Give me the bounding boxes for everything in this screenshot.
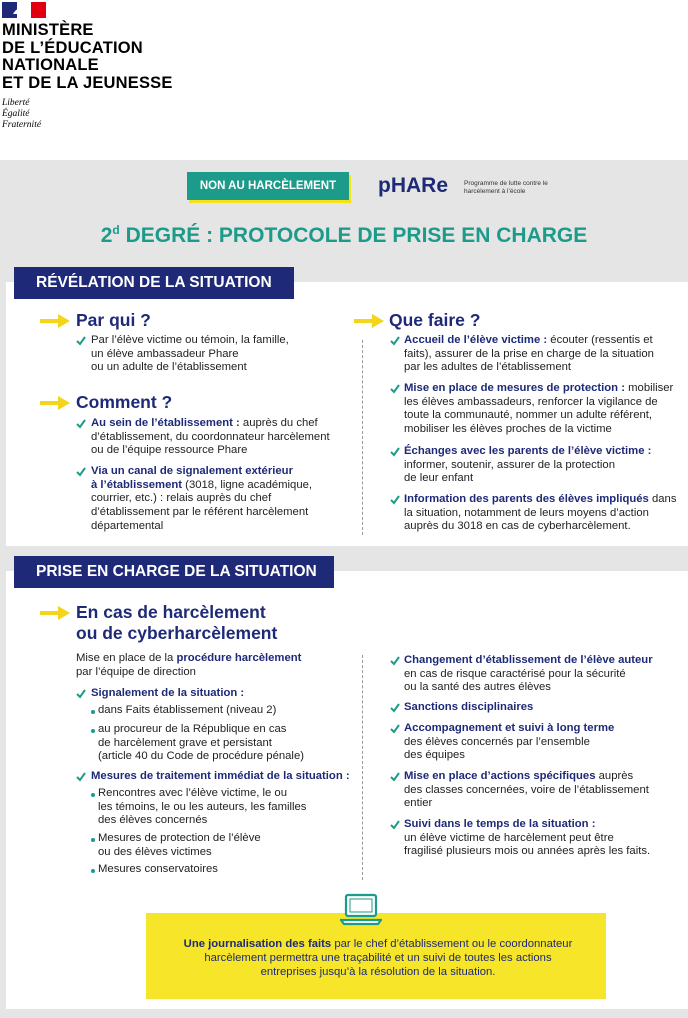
check-icon	[76, 419, 86, 429]
procedure-intro: Mise en place de la procédure harcèlement par l’équipe de direction	[76, 652, 302, 678]
header	[0, 0, 688, 160]
harcelement-heading: En cas de harcèlement ou de cyberharcèlement	[76, 602, 278, 643]
devise: Liberté Égalité Fraternité	[2, 98, 42, 130]
right-item-accompagnement: Accompagnement et suivi à long terme des élèves concernés par l’ensemble des équipes	[404, 722, 615, 762]
phare-subtitle: Programme de lutte contre le harcèlement à l’école	[464, 180, 548, 195]
check-icon	[390, 336, 400, 346]
divider	[362, 655, 363, 880]
par-qui-text: Par l’élève victime ou témoin, la famille, un élève ambassadeur Phare ou un adulte de l’établissement	[91, 334, 289, 374]
comment-item-etablissement: Au sein de l’établissement : auprès du chef d’établissement, du coordonnateur harcèlement ou de l’équipe ressource Phare	[91, 417, 330, 457]
check-icon	[390, 772, 400, 782]
right-item-changement: Changement d’établissement de l’élève auteur en cas de risque caractérisé pour la sécurité ou la santé des autres élèves	[404, 654, 653, 694]
bullet-icon	[91, 710, 95, 714]
bullet-icon	[91, 793, 95, 797]
mesures-item: Mesures de protection de l’élève ou des élèves victimes	[98, 832, 261, 858]
right-item-sanctions: Sanctions disciplinaires	[404, 701, 534, 713]
right-item-suivi: Suivi dans le temps de la situation : un élève victime de harcèlement peut être fragilisé plusieurs mois ou années après les faits.	[404, 818, 651, 858]
mesures-item: Rencontres avec l’élève victime, le ou les témoins, le ou les auteurs, les familles des élèves concernés	[98, 787, 307, 827]
que-faire-item-protection: Mise en place de mesures de protection : mobiliser les élèves ambassadeurs, renforcer la vigilance de toute la communauté, nommer un adulte référent, mobiliser les élèves proches de la victime	[404, 382, 674, 436]
arrow-icon	[40, 314, 70, 328]
bullet-icon	[91, 869, 95, 873]
bullet-icon	[91, 838, 95, 842]
check-icon	[76, 467, 86, 477]
revelation-banner: RÉVÉLATION DE LA SITUATION	[14, 267, 294, 299]
phare-logo: pHARe	[378, 174, 449, 197]
que-faire-item-information: Information des parents des élèves impliqués dans la situation, notamment de leurs moyens d’action auprès du 3018 en cas de cyberharcèlement.	[404, 493, 677, 533]
check-icon	[390, 656, 400, 666]
comment-heading: Comment ?	[76, 392, 173, 412]
non-au-harcelement-tag: NON AU HARCÈLEMENT	[187, 172, 349, 200]
check-icon	[390, 495, 400, 505]
check-icon	[390, 703, 400, 713]
check-icon	[390, 384, 400, 394]
mesures-label: Mesures de traitement immédiat de la situation :	[91, 770, 350, 782]
check-icon	[76, 772, 86, 782]
check-icon	[390, 820, 400, 830]
signalement-label: Signalement de la situation :	[91, 687, 245, 699]
que-faire-item-echanges: Échanges avec les parents de l’élève victime : informer, soutenir, assurer de la protection de leur enfant	[404, 445, 652, 485]
arrow-icon	[40, 606, 70, 620]
ministry-name: MINISTÈRE DE L’ÉDUCATION NATIONALE ET DE LA JEUNESSE	[2, 21, 173, 92]
flag-icon	[2, 2, 46, 18]
arrow-icon	[40, 396, 70, 410]
right-item-actions: Mise en place d’actions spécifiques auprès des classes concernées, voire de l’établissement entier	[404, 770, 649, 810]
prise-en-charge-banner: PRISE EN CHARGE DE LA SITUATION	[14, 556, 334, 588]
check-icon	[390, 724, 400, 734]
signalement-item: dans Faits établissement (niveau 2)	[98, 704, 277, 716]
par-qui-heading: Par qui ?	[76, 310, 151, 330]
comment-item-canal: Via un canal de signalement extérieur à l’établissement (3018, ligne académique, courrier, etc.) : relais auprès du chef d’établissement par le référent harcèlement départemental	[91, 465, 313, 532]
page-title: 2$^d$ DEGRÉ : PROTOCOLE DE PRISE EN CHARGE	[100, 223, 588, 247]
que-faire-heading: Que faire ?	[389, 310, 481, 330]
signalement-item: au procureur de la République en cas de harcèlement grave et persistant (article 40 du Code de procédure pénale)	[98, 723, 304, 763]
que-faire-item-accueil: Accueil de l’élève victime : écouter (ressentis et faits), assurer de la prise en charge de la situation par les adultes de l’établissement	[404, 334, 654, 374]
laptop-icon	[340, 893, 382, 927]
bullet-icon	[91, 729, 95, 733]
divider	[362, 340, 363, 535]
arrow-icon	[354, 314, 384, 328]
check-icon	[76, 689, 86, 699]
check-icon	[390, 447, 400, 457]
check-icon	[76, 336, 86, 346]
mesures-item: Mesures conservatoires	[98, 863, 218, 875]
journalisation-text: Une journalisation des faits par le chef d’établissement ou le coordonnateur harcèlement permettra une traçabilité et un suivi de toutes les actions entreprises jusqu’à la résolution de la situation.	[183, 938, 573, 978]
